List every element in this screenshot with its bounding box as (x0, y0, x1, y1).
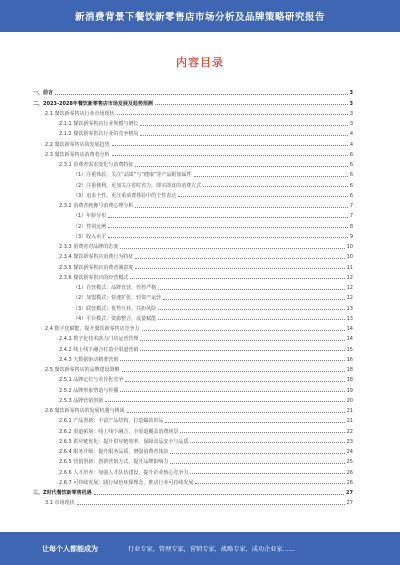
toc-entry[interactable] (33, 373, 353, 383)
toc-entry[interactable] (33, 107, 353, 117)
toc-entry-page: 6 (349, 182, 353, 189)
toc-leader-dots (135, 207, 347, 208)
toc-entry-text: 2.4 数字化赋能，提升餐饮新零售店竞争力 (45, 326, 140, 332)
toc-entry-text: 2.6.4 服务升级：提升服务品质，增强消费者体验 (59, 449, 169, 455)
toc-entry[interactable] (33, 301, 353, 311)
toc-entry[interactable] (33, 424, 353, 434)
toc-entry[interactable] (33, 117, 353, 127)
toc-entry-text: （2）加盟模式：快速扩张，轻资产运营 (73, 295, 162, 302)
toc-leader-dots (158, 319, 344, 320)
toc-entry-text: （3）收入水平 (73, 233, 107, 240)
toc-entry-page: 7 (349, 213, 353, 220)
toc-entry-text: 2.3.2 消费者画像与消费心理分析 (59, 203, 134, 209)
toc-entry-text: 2.3.3 消费者对品牌的态度 (59, 244, 119, 250)
toc-entry-page: 6 (349, 172, 353, 179)
toc-entry-text: 2.5.3 品牌营销创新 (59, 397, 104, 404)
toc-entry-text: 一、前言 (33, 90, 54, 97)
toc-leader-dots (190, 442, 344, 443)
toc-entry[interactable] (33, 435, 353, 445)
toc-entry-page: 3 (349, 90, 353, 97)
toc-entry[interactable] (33, 260, 353, 270)
toc-entry-page: 10 (346, 244, 353, 250)
toc-entry-text: 2.1 餐饮新零售店行业市场现状 (45, 110, 115, 117)
toc-entry-page: 25 (346, 459, 353, 466)
toc-leader-dots (127, 412, 345, 413)
toc-entry-text: 2.5.2 品牌形象塑造与传播 (59, 387, 119, 394)
toc-leader-dots (170, 453, 344, 454)
toc-entry-page: 11 (346, 264, 353, 271)
toc-entry[interactable] (33, 465, 353, 475)
footer-experts: 行业专家，管理专家，营销专家，战略专家，成功企业家…… (128, 546, 296, 553)
toc-entry-page: 3 (349, 100, 353, 107)
toc-entry[interactable] (33, 178, 353, 188)
toc-entry[interactable] (33, 137, 353, 147)
toc-entry-page: 12 (346, 274, 353, 281)
toc-entry[interactable] (33, 363, 353, 373)
toc-leader-dots (108, 237, 348, 238)
toc-leader-dots (120, 360, 344, 361)
toc-leader-dots (158, 289, 344, 290)
toc-entry[interactable] (33, 127, 353, 137)
toc-entry[interactable] (33, 342, 353, 352)
toc-entry[interactable] (33, 486, 353, 496)
toc-entry[interactable] (33, 271, 353, 281)
toc-heading: 内容目录 (176, 56, 224, 69)
toc-leader-dots (195, 483, 344, 484)
toc-entry-page: 21 (346, 418, 353, 425)
toc-leader-dots (125, 381, 344, 382)
toc-leader-dots (112, 155, 348, 156)
toc-entry-text: 三、Z时代餐饮新零售机遇 (33, 490, 92, 496)
toc-entry-page: 16 (346, 356, 353, 363)
toc-entry[interactable] (33, 455, 353, 465)
toc-entry-text: 2.6.7 可持续发展：践行绿色环保理念，推动行业可持续发展 (59, 479, 194, 486)
toc-leader-dots (77, 504, 345, 505)
toc-leader-dots (135, 258, 344, 259)
toc-entry-text: 2.3.1 消费者需求变化与消费特征 (59, 162, 134, 168)
toc-leader-dots (108, 217, 348, 218)
toc-entry[interactable] (33, 209, 353, 219)
toc-entry-page: 6 (349, 151, 353, 158)
toc-entry-page: 21 (346, 408, 353, 414)
toc-entry-page: 9 (349, 233, 353, 240)
toc-entry-text: 2.5 餐饮新零售店的品牌建设策略 (45, 367, 120, 373)
toc-leader-dots (117, 114, 348, 115)
toc-entry-page: 13 (346, 315, 353, 322)
toc-entry-page: 3 (349, 110, 353, 117)
toc-entry-text: 2.3.6 餐饮新零售店的经营模式 (59, 274, 129, 281)
toc-entry-page: 27 (346, 490, 353, 496)
toc-entry[interactable] (33, 189, 353, 199)
toc-entry-text: （2）注重便利，更加关注省时省力，即买即食的消费方式 (73, 182, 202, 189)
toc-leader-dots (190, 473, 344, 474)
toc-leader-dots (105, 401, 344, 402)
toc-entry[interactable] (33, 496, 353, 506)
toc-entry-page: 8 (349, 223, 353, 230)
toc-entry-text: 2.3.4 餐饮新零售店消费行为特征 (59, 254, 134, 261)
toc-leader-dots (178, 196, 348, 197)
toc-entry-text: （2）性别比例 (73, 223, 107, 230)
toc-entry[interactable] (33, 199, 353, 209)
toc-entry-page: 19 (346, 387, 353, 394)
toc-entry[interactable] (33, 332, 353, 342)
toc-leader-dots (135, 268, 344, 269)
toc-entry[interactable] (33, 86, 353, 96)
toc-entry-page: 26 (346, 479, 353, 486)
toc-entry[interactable] (33, 476, 353, 486)
toc-entry[interactable] (33, 383, 353, 393)
toc-leader-dots (170, 463, 344, 464)
toc-entry-page: 14 (346, 336, 353, 343)
toc-entry-text: 二、2023-2028年餐饮新零售店市场发展及趋势预测 (33, 100, 153, 107)
toc-entry-text: 2.6.1 产品创新：丰富产品结构，打造爆款单品 (59, 418, 164, 425)
toc-entry-text: （3）联营模式：优势互补，共担风险 (73, 305, 157, 312)
toc-leader-dots (122, 371, 345, 372)
toc-entry[interactable] (33, 322, 353, 332)
toc-leader-dots (55, 94, 348, 95)
toc-leader-dots (135, 166, 347, 167)
toc-entry[interactable] (33, 230, 353, 240)
toc-entry[interactable] (33, 414, 353, 424)
toc-entry[interactable] (33, 281, 353, 291)
toc-entry-page: 4 (349, 131, 353, 138)
page-footer (0, 532, 400, 565)
toc-entry-page: 27 (346, 500, 353, 507)
toc-entry[interactable] (33, 291, 353, 301)
toc-entry-text: 2.4.2 线上线下融合打造全渠道营销 (59, 346, 139, 353)
toc-entry-text: 2.4.3 大数据驱动精准营销 (59, 356, 119, 363)
toc-entry-page: 22 (346, 428, 353, 435)
toc-entry-page: 10 (346, 254, 353, 261)
toc-leader-dots (203, 186, 348, 187)
toc-leader-dots (158, 309, 344, 310)
toc-entry-page: 14 (346, 326, 353, 332)
toc-entry[interactable] (33, 158, 353, 168)
toc-entry-text: （1）注重体验，关注“品质”与“健康”等产品附加属性 (73, 172, 192, 179)
toc-leader-dots (140, 340, 344, 341)
toc-entry-page: 26 (346, 469, 353, 476)
toc-entry[interactable] (33, 96, 353, 106)
toc-entry[interactable] (33, 445, 353, 455)
toc-entry-page: 4 (349, 141, 353, 148)
toc-entry-text: 2.3.5 餐饮新零售店消费者满意度 (59, 264, 134, 271)
toc-entry-text: （1）自营模式：品牌直营，管控严格 (73, 285, 157, 291)
toc-entry-text: 2.3 餐饮新零售店消费者分析 (45, 151, 110, 158)
toc-entry-page: 7 (349, 203, 353, 209)
toc-entry[interactable] (33, 219, 353, 229)
page-header (0, 0, 400, 32)
toc-entry-text: 3.1 市场现状 (45, 500, 75, 507)
toc-entry-page: 3 (349, 121, 353, 127)
toc-entry-text: 2.6.5 营销创新：创新营销方式，提升品牌影响力 (59, 459, 169, 466)
toc-entry-text: 2.4.1 数字化技术助力门店运营管理 (59, 336, 139, 343)
toc-leader-dots (155, 104, 348, 105)
toc-entry[interactable] (33, 353, 353, 363)
toc-leader-dots (194, 176, 348, 177)
footer-slogan: 让每个人都能成为 (42, 544, 98, 553)
table-of-contents (33, 86, 353, 506)
toc-entry-text: 2.5.1 品牌定位与差异化竞争 (59, 377, 124, 384)
toc-entry-page: 23 (346, 438, 353, 445)
report-title: 新消费背景下餐饮新零售店市场分析及品牌策略研究报告 (74, 12, 325, 23)
toc-entry-page: 18 (346, 367, 353, 373)
toc-leader-dots (108, 227, 348, 228)
toc-entry[interactable] (33, 312, 353, 322)
toc-entry-text: 2.1.2 餐饮新零售店行业的竞争格局 (59, 131, 139, 138)
toc-leader-dots (94, 494, 344, 495)
toc-leader-dots (120, 391, 344, 392)
toc-entry-text: 2.2 餐饮新零售店的发展趋势 (45, 141, 110, 148)
toc-entry[interactable] (33, 250, 353, 260)
toc-entry-page: 12 (346, 295, 353, 302)
toc-entry-text: 2.6 餐饮新零售店的发展机遇与挑战 (45, 408, 125, 414)
toc-leader-dots (130, 278, 344, 279)
toc-entry-text: 2.6.3 供应链优化：提升供应链效率，保障食品安全与品质 (59, 438, 189, 445)
toc-leader-dots (140, 135, 347, 136)
toc-entry-page: 6 (349, 162, 353, 168)
toc-leader-dots (163, 299, 344, 300)
toc-entry[interactable] (33, 168, 353, 178)
toc-entry[interactable] (33, 148, 353, 158)
toc-entry[interactable] (33, 394, 353, 404)
toc-entry-text: （1）年龄分布 (73, 213, 107, 220)
toc-leader-dots (180, 432, 344, 433)
toc-leader-dots (140, 125, 347, 126)
toc-leader-dots (112, 145, 348, 146)
toc-entry-page: 13 (346, 305, 353, 312)
toc-leader-dots (120, 248, 344, 249)
toc-entry-text: 2.6.6 人才培养：加强人才队伍建设，提升企业核心竞争力 (59, 469, 189, 476)
toc-entry-page: 12 (346, 285, 353, 291)
toc-leader-dots (142, 330, 345, 331)
toc-entry-text: 2.1.1 餐饮新零售店行业规模与增长 (59, 121, 139, 127)
toc-entry-page: 24 (346, 449, 353, 455)
toc-entry-page: 18 (346, 377, 353, 384)
toc-entry[interactable] (33, 404, 353, 414)
toc-leader-dots (140, 350, 344, 351)
toc-entry-text: （4）平台模式：资源整合，流量赋能 (73, 315, 157, 322)
toc-entry-page: 15 (346, 346, 353, 353)
toc-entry-text: 2.6.2 渠道拓展：线上线下融合，全渠道覆盖消费场景 (59, 428, 179, 435)
toc-entry-page: 6 (349, 192, 353, 199)
toc-entry-text: （3）追求个性，更注重消费体验中的个性表达 (73, 192, 177, 199)
toc-entry[interactable] (33, 240, 353, 250)
toc-leader-dots (165, 422, 344, 423)
toc-entry-page: 20 (346, 397, 353, 404)
